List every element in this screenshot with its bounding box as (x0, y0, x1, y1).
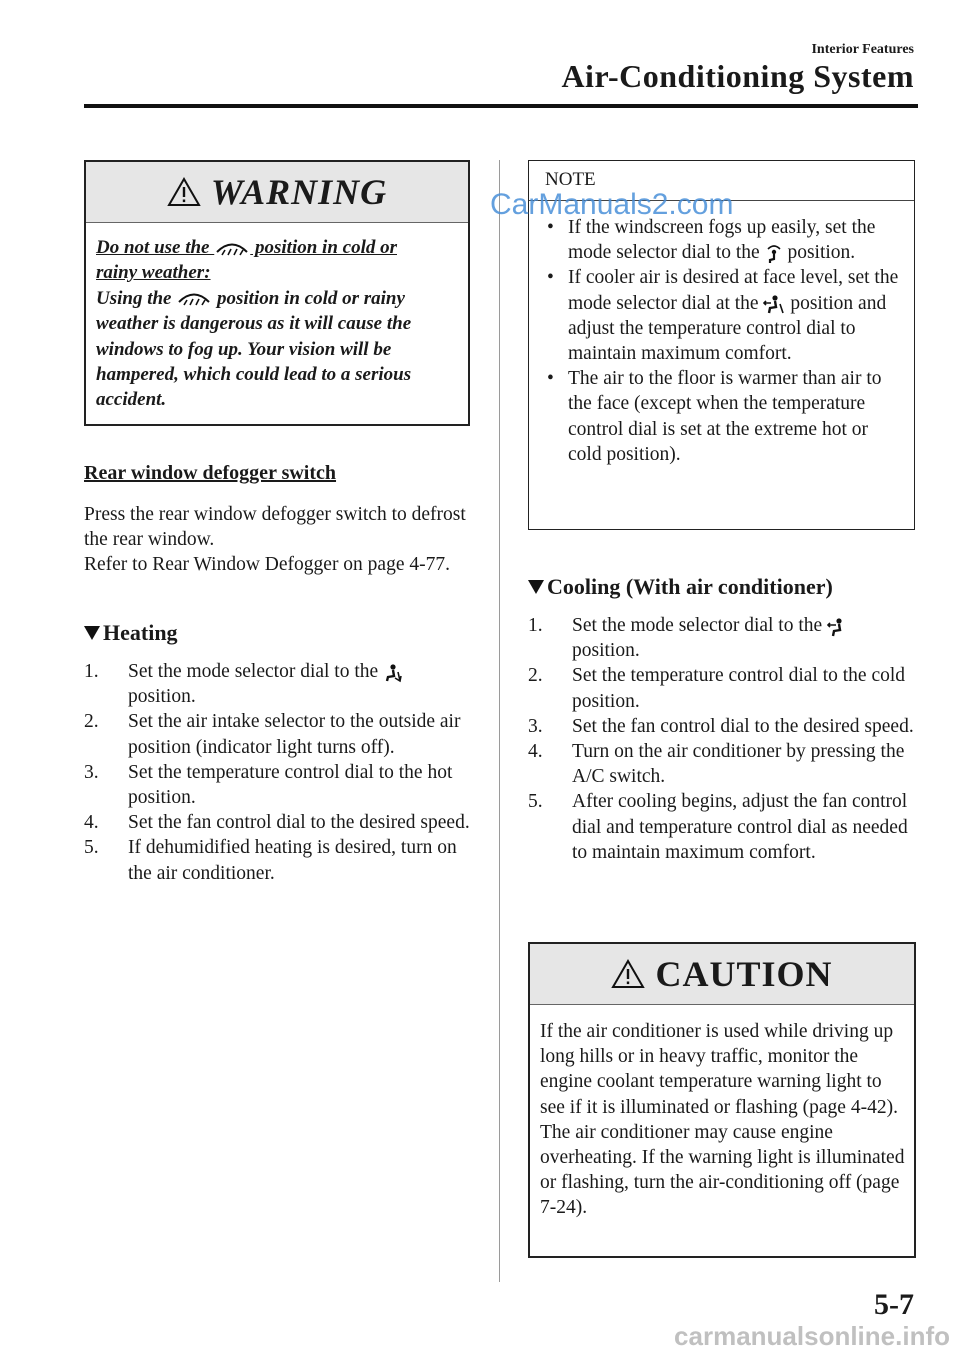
step-number: 5. (84, 837, 99, 859)
caution-paragraph-2: The air conditioner may cause engine overheating. If the warning light is illuminated or flashing, turn the air-conditioning off (page 7-24). (540, 1121, 905, 1219)
step-number: 2. (84, 711, 99, 733)
list-item (84, 709, 474, 759)
column-divider (499, 160, 500, 1282)
note-item-text: The air to the floor is warmer than air to the face (except when the temperature control dial is set at the extreme hot or cold position). (568, 368, 882, 465)
face-floor-mode-icon (763, 294, 785, 314)
warning-text-line3-start: Using the (96, 287, 177, 309)
list-item (528, 789, 914, 865)
warning-text-line1-start: Do not use the (96, 237, 215, 258)
footer-watermark: carmanualsonline.info (674, 1321, 950, 1351)
defroster-icon (214, 240, 250, 258)
caution-box (528, 942, 916, 1258)
warning-text-rest: weather is dangerous as it will cause the windows to fog up. Your vision will be hampered, which could lead to a serious accident. (96, 313, 412, 411)
warning-text-line2: rainy weather: (96, 262, 211, 284)
list-item (541, 265, 906, 366)
warning-text (86, 223, 468, 413)
step-number: 4. (84, 812, 99, 834)
warning-text-line3-end: position in cold or rainy (212, 287, 405, 309)
section-label: Interior Features (811, 42, 914, 57)
step-text: Set the air intake selector to the outside air position (indicator light turns off). (128, 711, 461, 758)
watermark: CarManuals2.com (490, 188, 734, 221)
step-text: Set the mode selector dial to the (572, 615, 828, 636)
warning-box (84, 160, 470, 426)
caution-paragraph-1: If the air conditioner is used while driving up long hills or in heavy traffic, monitor the engine coolant temperature warning light to see if it is illuminated or flashing (page 4-42). (540, 1021, 898, 1118)
list-item (528, 613, 914, 663)
step-number: 2. (528, 665, 543, 687)
heating-heading (84, 620, 178, 646)
step-number: 1. (528, 615, 543, 636)
list-item (528, 739, 914, 789)
step-text-end: position. (572, 640, 640, 662)
caution-title: CAUTION (655, 954, 833, 994)
warning-text-line1-end: position in cold or (250, 237, 397, 258)
step-number: 3. (84, 761, 99, 783)
step-text: If dehumidified heating is desired, turn on the air conditioner. (128, 837, 457, 884)
note-list (529, 201, 914, 467)
bullet: • (547, 368, 554, 390)
step-number: 3. (528, 715, 543, 737)
step-text: Turn on the air conditioner by pressing the A/C switch. (572, 741, 905, 788)
section-marker-icon (528, 580, 544, 594)
warning-header (86, 162, 468, 223)
cooling-heading (528, 574, 833, 600)
warning-triangle-icon (611, 959, 645, 989)
step-text: Set the fan control dial to the desired speed. (572, 715, 914, 737)
step-text: Set the mode selector dial to the (128, 661, 384, 682)
step-text: Set the temperature control dial to the hot position. (128, 761, 453, 809)
note-item-text-end: position and adjust the temperature control dial to maintain maximum comfort. (568, 292, 887, 365)
step-text: Set the fan control dial to the desired speed. (128, 812, 470, 834)
heating-heading-text: Heating (103, 620, 178, 645)
list-item (84, 659, 474, 709)
page-number: 5-7 (874, 1288, 914, 1321)
rear-defogger-paragraph-2: Refer to Rear Window Defogger on page 4-77. (84, 554, 450, 576)
list-item (84, 760, 474, 810)
list-item (84, 835, 474, 885)
step-text: After cooling begins, adjust the fan control dial and temperature control dial as needed to maintain maximum comfort. (572, 791, 908, 863)
header-rule (84, 104, 918, 108)
warning-title: WARNING (210, 172, 388, 212)
rear-defogger-heading: Rear window defogger switch (84, 462, 337, 484)
page-title: Air-Conditioning System (561, 58, 914, 94)
section-marker-icon (84, 626, 100, 640)
cooling-steps (528, 613, 914, 865)
list-item (528, 714, 914, 739)
step-number: 1. (84, 661, 99, 682)
cooling-heading-text: Cooling (With air conditioner) (547, 574, 833, 599)
bullet: • (547, 267, 554, 289)
floor-mode-icon (383, 663, 403, 683)
list-item (541, 215, 906, 265)
list-item (541, 366, 906, 467)
rear-defogger-text (84, 502, 484, 578)
step-text: Set the temperature control dial to the cold position. (572, 665, 906, 712)
note-item-text-end: position. (782, 242, 856, 264)
heating-steps (84, 659, 474, 886)
step-number: 5. (528, 791, 543, 813)
warning-triangle-icon (167, 177, 201, 207)
face-floor-defrost-mode-icon (765, 244, 783, 264)
step-text-end: position. (128, 686, 196, 708)
list-item (84, 810, 474, 835)
caution-header (530, 944, 914, 1005)
note-title: NOTE (529, 161, 914, 201)
face-mode-icon (827, 617, 849, 637)
bullet: • (547, 217, 554, 238)
note-item-text: If cooler air is desired at face level, set the mode selector dial at the (568, 267, 899, 314)
rear-defogger-paragraph-1: Press the rear window defogger switch to defrost the rear window. (84, 504, 466, 551)
note-item-text: If the windscreen fogs up easily, set the mode selector dial to the (568, 217, 876, 264)
list-item (528, 663, 914, 713)
step-number: 4. (528, 741, 543, 763)
caution-text (530, 1005, 914, 1221)
defroster-icon (176, 290, 212, 308)
